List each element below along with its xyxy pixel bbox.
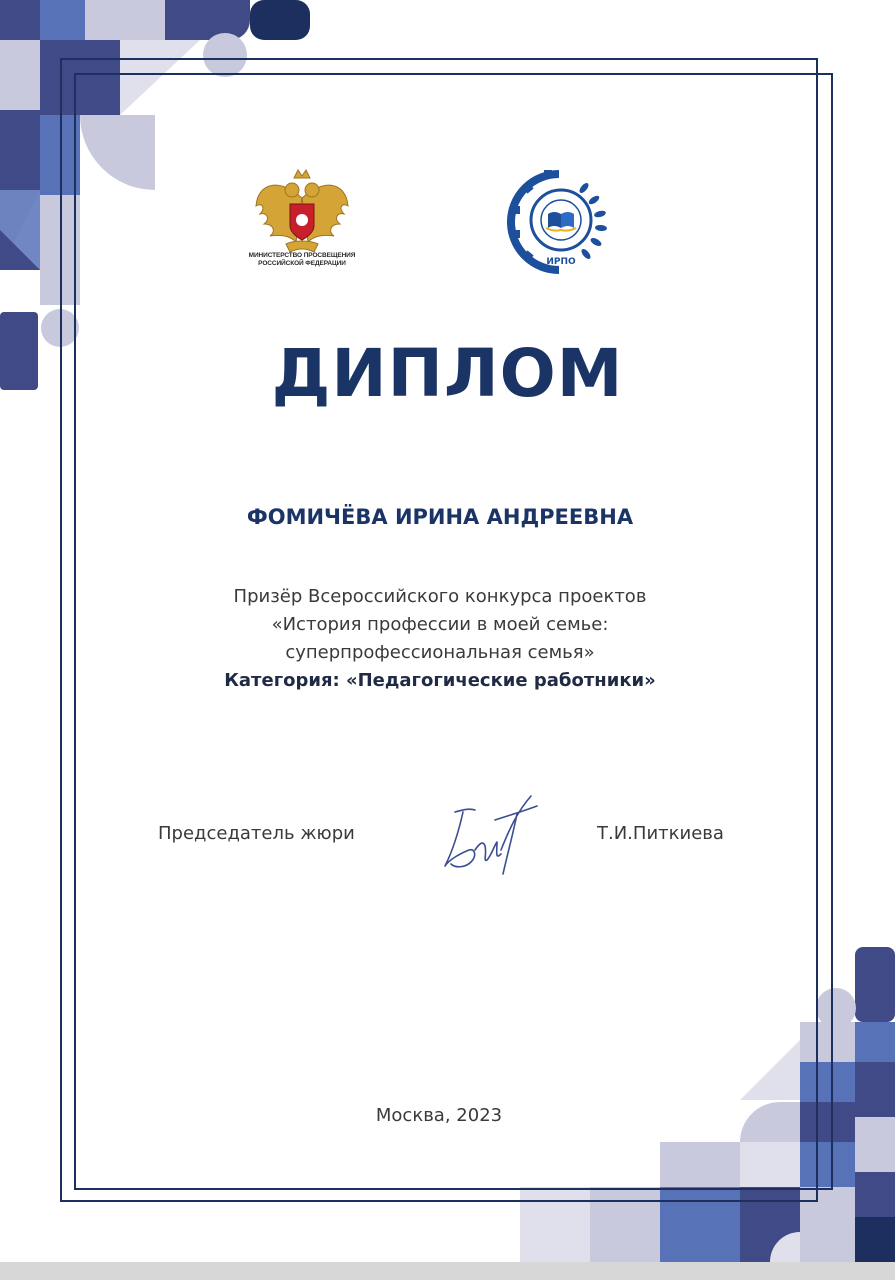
jury-chair-name: Т.И.Питкиева: [597, 823, 724, 844]
award-category: Категория: «Педагогические работники»: [224, 670, 656, 691]
ministry-caption-line1: МИНИСТЕРСТВО ПРОСВЕЩЕНИЯ: [248, 252, 356, 259]
place-and-date: Москва, 2023: [375, 1105, 503, 1126]
award-line-2: «История профессии в моей семье:: [271, 614, 609, 635]
award-line-1: Призёр Всероссийского конкурса проектов: [233, 586, 647, 607]
handwritten-signature-icon: [425, 790, 550, 880]
recipient-name: ФОМИЧЁВА ИРИНА АНДРЕЕВНА: [246, 505, 634, 529]
ministry-caption: [236, 252, 368, 268]
irpo-logo-icon: [506, 170, 612, 274]
bottom-strip: [0, 1262, 895, 1280]
ministry-caption-line2: РОССИЙСКОЙ ФЕДЕРАЦИИ: [258, 260, 346, 267]
award-description: [130, 583, 750, 695]
award-line-3: суперпрофессиональная семья»: [285, 642, 595, 663]
diploma-title: ДИПЛОМ: [271, 335, 624, 412]
jury-chair-label: Председатель жюри: [158, 823, 355, 844]
irpo-abbr: ИРПО: [546, 257, 576, 267]
